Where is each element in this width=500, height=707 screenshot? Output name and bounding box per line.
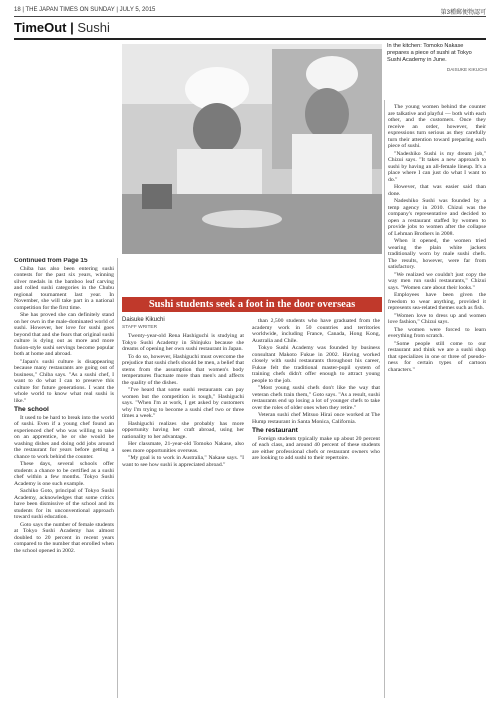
paragraph: The young women behind the counter are talkative and playful — both with each other, and the customers. Once they receive an order, however, their expressions turn serious as they carefully turn their attention toward preparing each piece of sushi. — [388, 104, 486, 149]
paragraph: "My goal is to work in Australia," Nakase says. "I want to see how sushi is appreciated abroad." — [122, 455, 244, 468]
section-rule — [14, 38, 486, 40]
paragraph: Her classmate, 21-year-old Tomoko Nakase, also sees more opportunities overseas. — [122, 441, 244, 454]
paragraph: Goto says the number of female students at Tokyo Sushi Academy has almost doubled to 20 percent in recent years compared to the number that enrolled when the school opened in 2002. — [14, 521, 114, 554]
paragraph: Hashiguchi realizes she probably has more opportunity having her craft abroad, using her nationality to her advantage. — [122, 420, 244, 440]
article-photo — [122, 44, 382, 254]
sushi-kitchen-photo — [122, 44, 382, 254]
postal-note: 第3種郵便物認可 — [440, 10, 486, 16]
paragraph: "Japan's sushi culture is disappearing because many restaurants are going out of business," Chiba says. "As a sushi chef, I want to do what I can to preserve this culture for future generations. I want the whole world to know what real sushi is like." — [14, 358, 114, 404]
paragraph: than 2,500 students who have graduated from the academy work in 50 countries and territories worldwide, including France, Canada, Hong Kong, Australia and Chile. — [252, 318, 380, 344]
caption-text: In the kitchen: Tomoko Nakase prepares a piece of sushi at Tokyo Sushi Academy in June. — [387, 43, 472, 63]
paragraph: The women were forced to learn everything from scratch. — [388, 326, 486, 339]
photo-caption — [387, 43, 487, 73]
column-divider — [384, 100, 385, 698]
subhead-school: The school — [14, 406, 49, 413]
paragraph: Nadeshiko Sushi was founded by a temp agency in 2010. Chizui was the company's representative and decided to open a restaurant staffed by women to provide jobs to women after the collapse of Lehman Brothers in 2008. — [388, 198, 486, 237]
column-2 — [122, 333, 244, 698]
paragraph: "Some people still come to our restaurant and think we are a sushi shop that specializes in one or three of pseudo-ness for certain types of cartoon characters." — [388, 340, 486, 373]
column-4 — [388, 104, 486, 698]
byline — [122, 317, 182, 331]
column-divider — [117, 258, 118, 698]
paragraph: She has proved she can definitely stand on her own in the male-dominated world of sushi. However, her love for sushi goes beyond that and she fears that original sushi culture is dying out as more and more fusion-style sushi servings become popular both at home and abroad. — [14, 312, 114, 357]
paragraph: These days, several schools offer students a chance to be certified as a sushi chef within a few months. Tokyo Sushi Academy is one such example. — [14, 461, 114, 487]
paragraph: "Women love to dress up and women love fashion," Chizui says. — [388, 312, 486, 325]
subsection-name: Sushi — [77, 20, 110, 35]
page-info: 18 | THE JAPAN TIMES ON SUNDAY | JULY 5, 2015 — [14, 7, 156, 13]
column-1 — [14, 258, 114, 698]
page-header-bar — [14, 4, 486, 16]
paragraph: Sachiko Goto, principal of Tokyo Sushi Academy, acknowledges that some critics have been dismissive of the school and its students for its unconventional approach toward sushi education. — [14, 488, 114, 520]
paragraph: "We realized we couldn't just copy the way men run sushi restaurants," Chizui says. "Women care about their looks." — [388, 271, 486, 291]
subhead-restaurant: The restaurant — [252, 427, 298, 434]
column-3 — [252, 318, 380, 698]
paragraph: It used to be hard to break into the world of sushi. Even if a young chef found an experienced chef who was willing to take on an apprentice, he or she would be washing dishes and doing odd jobs around the restaurant for years before getting a chance to work behind the counter. — [14, 414, 114, 460]
paragraph: "Most young sushi chefs don't like the way that veteran chefs train them," Goto says. "As a result, sushi restaurants end up losing a lot of younger chefs to take over the roles of older ones when they retire." — [252, 385, 380, 411]
continued-line: Continued from Page 15 — [14, 258, 88, 264]
section-heading — [14, 20, 110, 36]
paragraph: To do so, however, Hashiguchi must overcome the prejudice that sushi chefs should be men, a belief that stems from the assumption that women's body temperatures fluctuate more than men's and affects the quality of the dishes. — [122, 353, 244, 386]
paragraph: Chiba has also been entering sushi contests for the past six years, winning silver medals in the bamboo leaf carving and rolled sushi categories in the Chubu regional tournament last year. In November, she will take part in a national competition for the first time. — [14, 265, 114, 311]
paragraph: "I've heard that some sushi restaurants can pay women but the competition is tough," Hashiguchi says. "When I'm at work, I get asked by customers why I'm trying to become a sushi chef two or three times a week." — [122, 387, 244, 419]
header-rule — [14, 16, 486, 17]
paragraph: Employees have been given the freedom to wear anything, provided it represents sea-related themes such as fish. — [388, 292, 486, 311]
section-name: TimeOut — [14, 20, 67, 35]
section-separator: | — [70, 20, 78, 35]
paragraph: "Nadeshiko Sushi is my dream job," Chizui says. "It takes a new approach to sushi by having an all-female lineup. It's a place where I can just do what I want to do." — [388, 150, 486, 183]
paragraph: Foreign students typically make up about 20 percent of each class, and around 40 percent of these students are either professional chefs or restaurant owners who are looking to add sushi to their repertoire. — [252, 435, 380, 461]
paragraph: However, that was easier said than done. — [388, 184, 486, 197]
author-role: STAFF WRITER — [122, 325, 158, 330]
photo-credit: DAISUKE KIKUCHI — [446, 67, 487, 72]
author-name: Daisuke Kikuchi — [122, 317, 165, 323]
paragraph: Veteran sushi chef Mitsuo Hirai once worked at The Hump restaurant in Santa Monica, California. — [252, 412, 380, 425]
paragraph: Tokyo Sushi Academy was founded by business consultant Makoto Fukue in 2002. Having worked closely with sushi restaurants throughout his career, Fukue felt the traditional master-pupil system of training chefs didn't offer enough to attract young people to the job. — [252, 345, 380, 384]
article-headline: Sushi students seek a foot in the door overseas — [122, 297, 382, 312]
paragraph: Twenty-year-old Rena Hashiguchi is studying at Tokyo Sushi Academy in Shinjuku because she dreams of opening her own sushi restaurant in Japan. — [122, 333, 244, 352]
paragraph: When it opened, the women tried wearing the plain white jackets traditionally worn by male sushi chefs. The results, however, were far from satisfactory. — [388, 238, 486, 270]
